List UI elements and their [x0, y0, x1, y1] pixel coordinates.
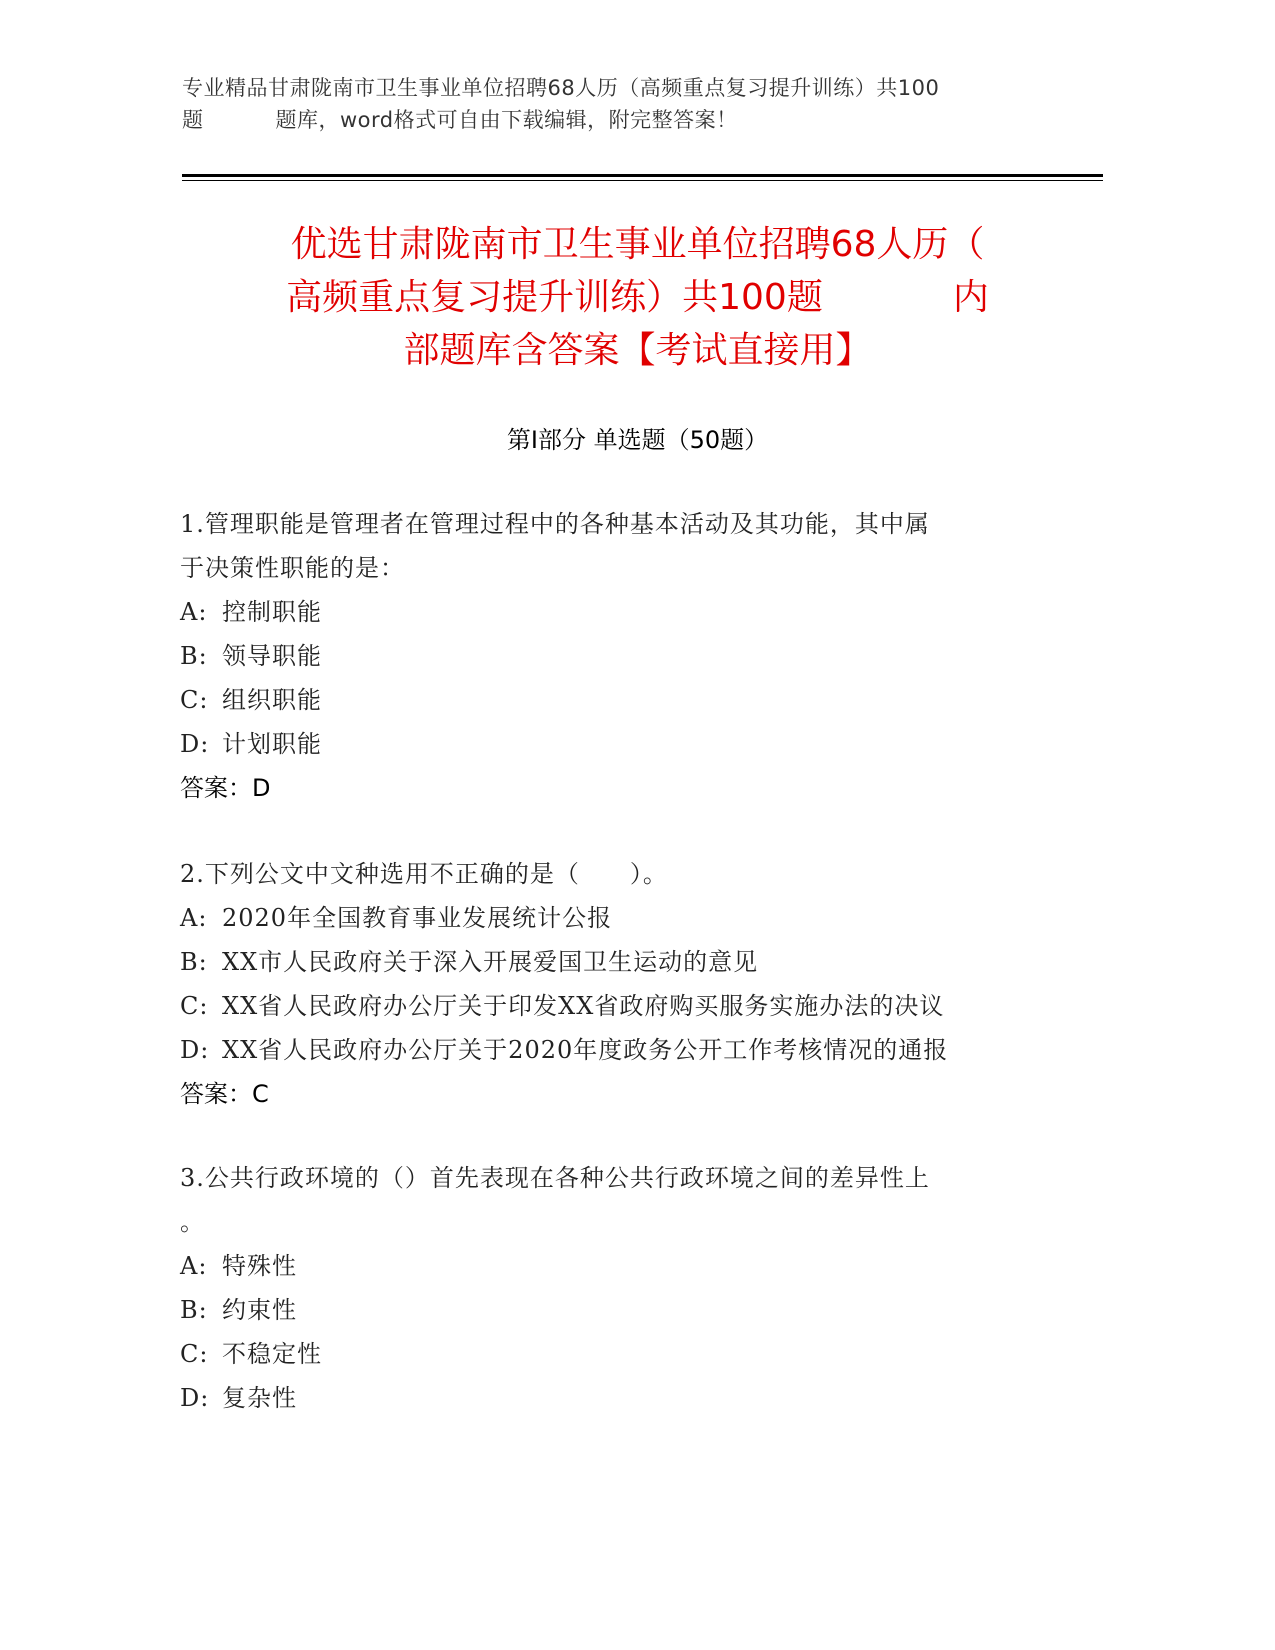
option-c — [180, 984, 1040, 1028]
option-key: B: — [180, 1296, 208, 1324]
option-c — [180, 1332, 1040, 1376]
option-a — [180, 1244, 1040, 1288]
option-key: C: — [180, 1340, 209, 1368]
option-text: XX省人民政府办公厅关于2020年度政务公开工作考核情况的通报 — [222, 1036, 949, 1064]
option-c — [180, 678, 1040, 722]
section-heading: 第Ⅰ部分 单选题（50题） — [506, 426, 769, 454]
option-d — [180, 722, 1040, 766]
header-divider-thick — [182, 174, 1103, 177]
answer: 答案：D — [180, 774, 271, 802]
option-key: D: — [180, 730, 210, 758]
option-key: A: — [180, 904, 208, 932]
option-text: 不稳定性 — [222, 1340, 322, 1368]
header-divider-thin — [182, 180, 1103, 181]
option-text: 特殊性 — [222, 1252, 297, 1280]
title-line-2-end: 内 — [952, 277, 989, 318]
option-key: D: — [180, 1036, 210, 1064]
option-key: B: — [180, 642, 208, 670]
option-key: B: — [180, 948, 208, 976]
option-text: 复杂性 — [222, 1384, 297, 1412]
option-key: D: — [180, 1384, 210, 1412]
option-b — [180, 1288, 1040, 1332]
question-stem-line: 1.管理职能是管理者在管理过程中的各种基本活动及其功能，其中属 — [180, 510, 930, 538]
option-text: XX省人民政府办公厅关于印发XX省政府购买服务实施办法的决议 — [222, 992, 945, 1020]
option-text: 控制职能 — [222, 598, 322, 626]
question-2 — [180, 852, 1040, 1116]
answer: 答案：C — [180, 1080, 269, 1108]
option-text: 约束性 — [222, 1296, 297, 1324]
option-key: C: — [180, 686, 209, 714]
option-text: 计划职能 — [222, 730, 322, 758]
option-text: 领导职能 — [222, 642, 322, 670]
header-note-line-2 — [182, 104, 1082, 136]
option-key: C: — [180, 992, 209, 1020]
option-a — [180, 896, 1040, 940]
question-3 — [180, 1156, 1040, 1420]
header-note-line-1: 专业精品甘肃陇南市卫生事业单位招聘68人历（高频重点复习提升训练）共100 — [182, 76, 940, 100]
option-b — [180, 940, 1040, 984]
header-note-line-2-rest: 题库，word格式可自由下载编辑，附完整答案！ — [275, 108, 738, 132]
document-title — [150, 218, 1125, 377]
title-line-3: 部题库含答案【考试直接用】 — [403, 330, 872, 371]
title-line-1: 优选甘肃陇南市卫生事业单位招聘68人历（ — [290, 224, 985, 265]
option-d — [180, 1028, 1040, 1072]
header-note-line-2-start: 题 — [182, 108, 204, 132]
option-d — [180, 1376, 1040, 1420]
option-key: A: — [180, 1252, 208, 1280]
title-line-2-start: 高频重点复习提升训练）共100题 — [286, 277, 823, 318]
option-a — [180, 590, 1040, 634]
header-note — [182, 72, 1082, 136]
question-1 — [180, 502, 1040, 810]
question-stem-line: 3.公共行政环境的（）首先表现在各种公共行政环境之间的差异性上 — [180, 1164, 930, 1192]
question-stem-line: 。 — [180, 1208, 205, 1236]
option-text: XX市人民政府关于深入开展爱国卫生运动的意见 — [222, 948, 759, 976]
option-text: 2020年全国教育事业发展统计公报 — [222, 904, 613, 932]
option-key: A: — [180, 598, 208, 626]
option-b — [180, 634, 1040, 678]
question-stem-line: 于决策性职能的是： — [180, 554, 405, 582]
option-text: 组织职能 — [222, 686, 322, 714]
title-line-2 — [150, 271, 1125, 324]
question-stem-line: 2.下列公文中文种选用不正确的是（ ）。 — [180, 860, 668, 888]
